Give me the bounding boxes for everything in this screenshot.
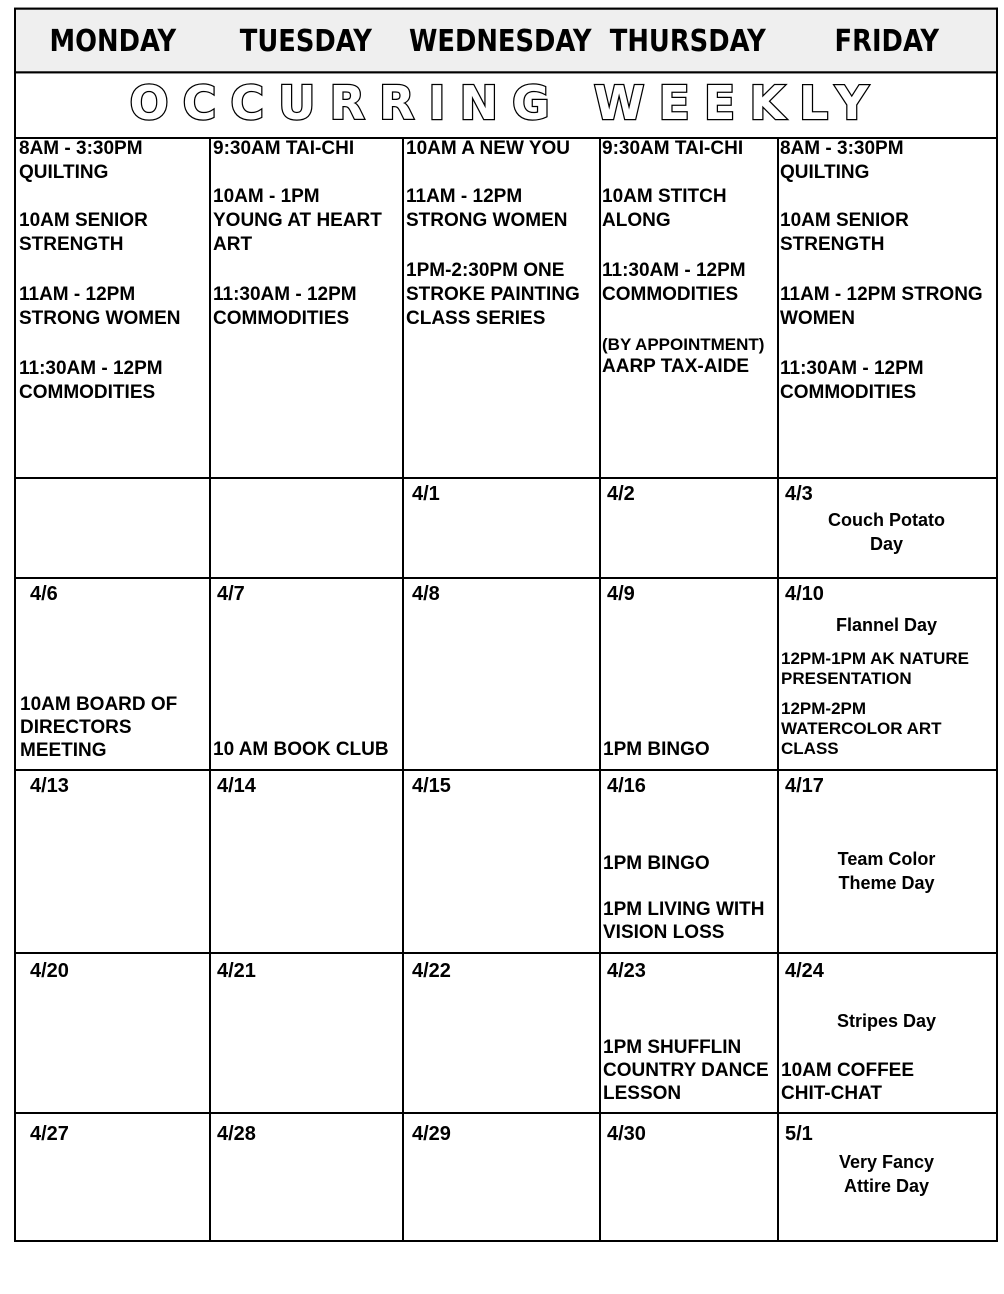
day-header-thursday: THURSDAY [599, 8, 779, 74]
weekly-event: 11:30AM - 12PM COMMODITIES [213, 284, 357, 329]
event-text: 10AM BOARD OF DIRECTORS MEETING [20, 694, 178, 761]
day-cell [777, 1112, 998, 1242]
date-label: 4/20 [30, 960, 69, 982]
day-cell [209, 1112, 404, 1242]
theme-day-note: Couch Potato Day [828, 510, 945, 554]
day-cell [209, 769, 404, 954]
day-cell [402, 952, 601, 1114]
weekly-event: 11:30AM - 12PM COMMODITIES [602, 260, 746, 305]
event-text: 1PM LIVING WITH VISION LOSS [603, 899, 765, 943]
date-label: 5/1 [785, 1123, 813, 1145]
event-text: 10 AM BOOK CLUB [213, 739, 389, 760]
weekly-event: 11AM - 12PM STRONG WOMEN [780, 284, 983, 329]
weekly-event: 9:30AM TAI-CHI [213, 138, 355, 159]
event-text: 12PM-2PM WATERCOLOR ART CLASS [781, 699, 942, 758]
date-label: 4/28 [217, 1123, 256, 1145]
date-label: 4/9 [607, 583, 635, 605]
theme-day-note: Very Fancy Attire Day [838, 1152, 935, 1196]
day-header-friday: FRIDAY [777, 8, 998, 74]
day-cell [599, 769, 779, 954]
day-cell [777, 769, 998, 954]
weekly-event: 8AM - 3:30PM QUILTING [19, 138, 143, 183]
date-label: 4/8 [412, 583, 440, 605]
weekly-event: 11:30AM - 12PM COMMODITIES [780, 358, 924, 403]
date-label: 4/27 [30, 1123, 69, 1145]
weekly-event: AARP TAX-AIDE [602, 356, 750, 377]
day-cell [777, 952, 998, 1114]
weekly-event-note: (BY APPOINTMENT) [602, 335, 765, 354]
day-cell [599, 952, 779, 1114]
event-text: 12PM-1PM AK NATURE PRESENTATION [781, 649, 969, 688]
event-text: 1PM BINGO [603, 739, 710, 760]
banner-title: OCCURRING WEEKLY [129, 76, 883, 130]
weekly-event: 10AM SENIOR STRENGTH [19, 210, 148, 255]
day-header-tuesday: TUESDAY [209, 8, 404, 74]
date-label: 4/6 [30, 583, 58, 605]
date-label: 4/29 [412, 1123, 451, 1145]
day-cell [402, 577, 601, 771]
weekly-event: 11AM - 12PM STRONG WOMEN [406, 186, 568, 231]
weekly-tuesday-cell [209, 137, 404, 479]
weekly-event: 11AM - 12PM STRONG WOMEN [19, 284, 181, 329]
day-header-wednesday: WEDNESDAY [402, 8, 601, 74]
date-label: 4/14 [217, 775, 256, 797]
day-cell [209, 577, 404, 771]
day-cell [402, 1112, 601, 1242]
calendar-grid [14, 10, 998, 1242]
day-cell [209, 952, 404, 1114]
weekly-event: 10AM A NEW YOU [406, 138, 570, 159]
day-cell [14, 1112, 211, 1242]
day-cell [777, 477, 998, 579]
theme-day-note: Team Color Theme Day [837, 849, 936, 893]
weekly-event: 11:30AM - 12PM COMMODITIES [19, 358, 163, 403]
date-label: 4/3 [785, 483, 813, 505]
theme-day-note: Flannel Day [835, 615, 938, 635]
date-label: 4/2 [607, 483, 635, 505]
day-cell [14, 577, 211, 771]
day-cell [209, 477, 404, 579]
theme-day-note: Stripes Day [836, 1011, 937, 1031]
day-cell [14, 952, 211, 1114]
event-text: 1PM SHUFFLIN COUNTRY DANCE LESSON [603, 1037, 769, 1104]
day-cell [599, 577, 779, 771]
day-header-monday: MONDAY [14, 8, 211, 74]
date-label: 4/30 [607, 1123, 646, 1145]
weekly-event: 10AM SENIOR STRENGTH [780, 210, 909, 255]
day-cell [402, 477, 601, 579]
date-label: 4/15 [412, 775, 451, 797]
day-cell [599, 477, 779, 579]
weekly-wednesday-cell [402, 137, 601, 479]
date-label: 4/1 [412, 483, 440, 505]
weekly-event: 10AM - 1PM YOUNG AT HEART ART [213, 186, 382, 255]
weekly-thursday-cell [599, 137, 779, 479]
occurring-weekly-banner [14, 69, 998, 139]
weekly-event: 1PM-2:30PM ONE STROKE PAINTING CLASS SERIES [406, 260, 580, 329]
date-label: 4/21 [217, 960, 256, 982]
date-label: 4/24 [785, 960, 824, 982]
event-text: 10AM COFFEE CHIT-CHAT [781, 1060, 915, 1104]
day-cell [14, 769, 211, 954]
day-cell [777, 577, 998, 771]
date-label: 4/10 [785, 583, 824, 605]
weekly-monday-cell [14, 137, 211, 479]
day-cell [599, 1112, 779, 1242]
date-label: 4/22 [412, 960, 451, 982]
weekly-friday-cell [777, 137, 998, 479]
date-label: 4/17 [785, 775, 824, 797]
day-cell [14, 477, 211, 579]
weekly-event: 8AM - 3:30PM QUILTING [780, 138, 904, 183]
weekly-event: 9:30AM TAI-CHI [602, 138, 744, 159]
date-label: 4/23 [607, 960, 646, 982]
weekly-event: 10AM STITCH ALONG [602, 186, 727, 231]
event-text: 1PM BINGO [603, 853, 710, 874]
date-label: 4/16 [607, 775, 646, 797]
date-label: 4/13 [30, 775, 69, 797]
day-cell [402, 769, 601, 954]
date-label: 4/7 [217, 583, 245, 605]
